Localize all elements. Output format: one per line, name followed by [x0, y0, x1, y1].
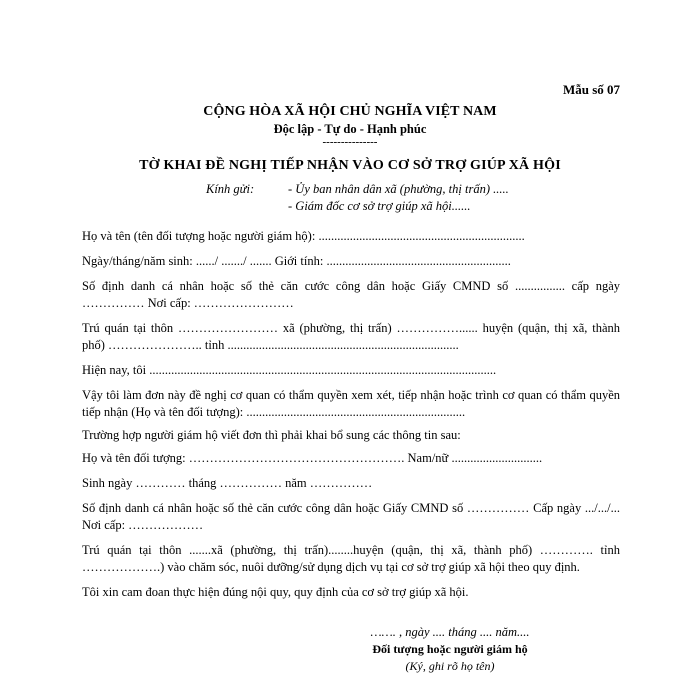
signature-date: ……. , ngày .... tháng .... năm....: [370, 625, 530, 639]
document-header: [0, 104, 700, 174]
field-full-name: Họ và tên (tên đối tượng hoặc người giám hộ): ..................................................................: [82, 229, 525, 243]
request-paragraph: Vậy tôi làm đơn này đề nghị cơ quan có thẩm quyền xem xét, tiếp nhận hoặc trình cơ quan có thẩm quyền tiếp nhận (Họ và tên đối tượng): ......................................................................: [82, 388, 620, 419]
signature-note: (Ký, ghi rõ họ tên): [405, 659, 495, 673]
signer-title: Đối tượng hoặc người giám hộ: [372, 642, 528, 656]
field-current-status: Hiện nay, tôi ...............................................................................................................: [82, 363, 497, 377]
national-title: CỘNG HÒA XÃ HỘI CHỦ NGHĨA VIỆT NAM: [203, 104, 497, 119]
field-subject-id: Số định danh cá nhân hoặc số thẻ căn cước công dân hoặc Giấy CMND số …………… Cấp ngày .../.../... Nơi cấp: ………………: [82, 501, 620, 532]
field-subject-name: Họ và tên đối tượng: ……………………………………………. Nam/nữ .............................: [82, 451, 543, 465]
form-number: Mẫu số 07: [562, 82, 620, 97]
commitment-paragraph: Tôi xin cam đoan thực hiện đúng nội quy, quy định của cơ sở trợ giúp xã hội.: [82, 585, 469, 599]
header-rule: ---------------: [322, 136, 378, 148]
national-motto: Độc lập - Tự do - Hạnh phúc: [273, 122, 427, 136]
addressee-line-1: - Ủy ban nhân dân xã (phường, thị trấn) .....: [288, 182, 509, 196]
addressees: [206, 181, 509, 215]
addressee-label: Kính gửi:: [206, 182, 255, 196]
field-birth-gender: Ngày/tháng/năm sinh: ....../ ......./ ....... Giới tính: ...........................................................: [82, 254, 511, 268]
addressee-line-2: - Giám đốc cơ sở trợ giúp xã hội......: [288, 199, 471, 213]
form-body: [82, 228, 620, 601]
field-subject-residence: Trú quán tại thôn .......xã (phường, thị trấn)........huyện (quận, thị xã, thành phố) …………. tỉnh ……………….) vào chăm sóc, nuôi dưỡng/sử dụng dịch vụ tại cơ sở trợ giúp xã hội theo quy định.: [82, 543, 620, 574]
field-subject-birth: Sinh ngày ………… tháng …………… năm ……………: [82, 476, 373, 490]
form-title: TỜ KHAI ĐỀ NGHỊ TIẾP NHẬN VÀO CƠ SỞ TRỢ GIÚP XÃ HỘI: [139, 158, 561, 173]
field-residence: Trú quán tại thôn …………………… xã (phường, thị trấn) ……………...... huyện (quận, thị xã, thành phố) ………………….. tỉnh ..........................................................................: [82, 321, 620, 352]
field-id-number: Số định danh cá nhân hoặc số thẻ căn cước công dân hoặc Giấy CMND số ................ cấp ngày …………… Nơi cấp: ……………………: [82, 279, 620, 310]
guardian-note: Trường hợp người giám hộ viết đơn thì phải khai bổ sung các thông tin sau:: [82, 428, 461, 442]
signature-block: [340, 624, 560, 675]
